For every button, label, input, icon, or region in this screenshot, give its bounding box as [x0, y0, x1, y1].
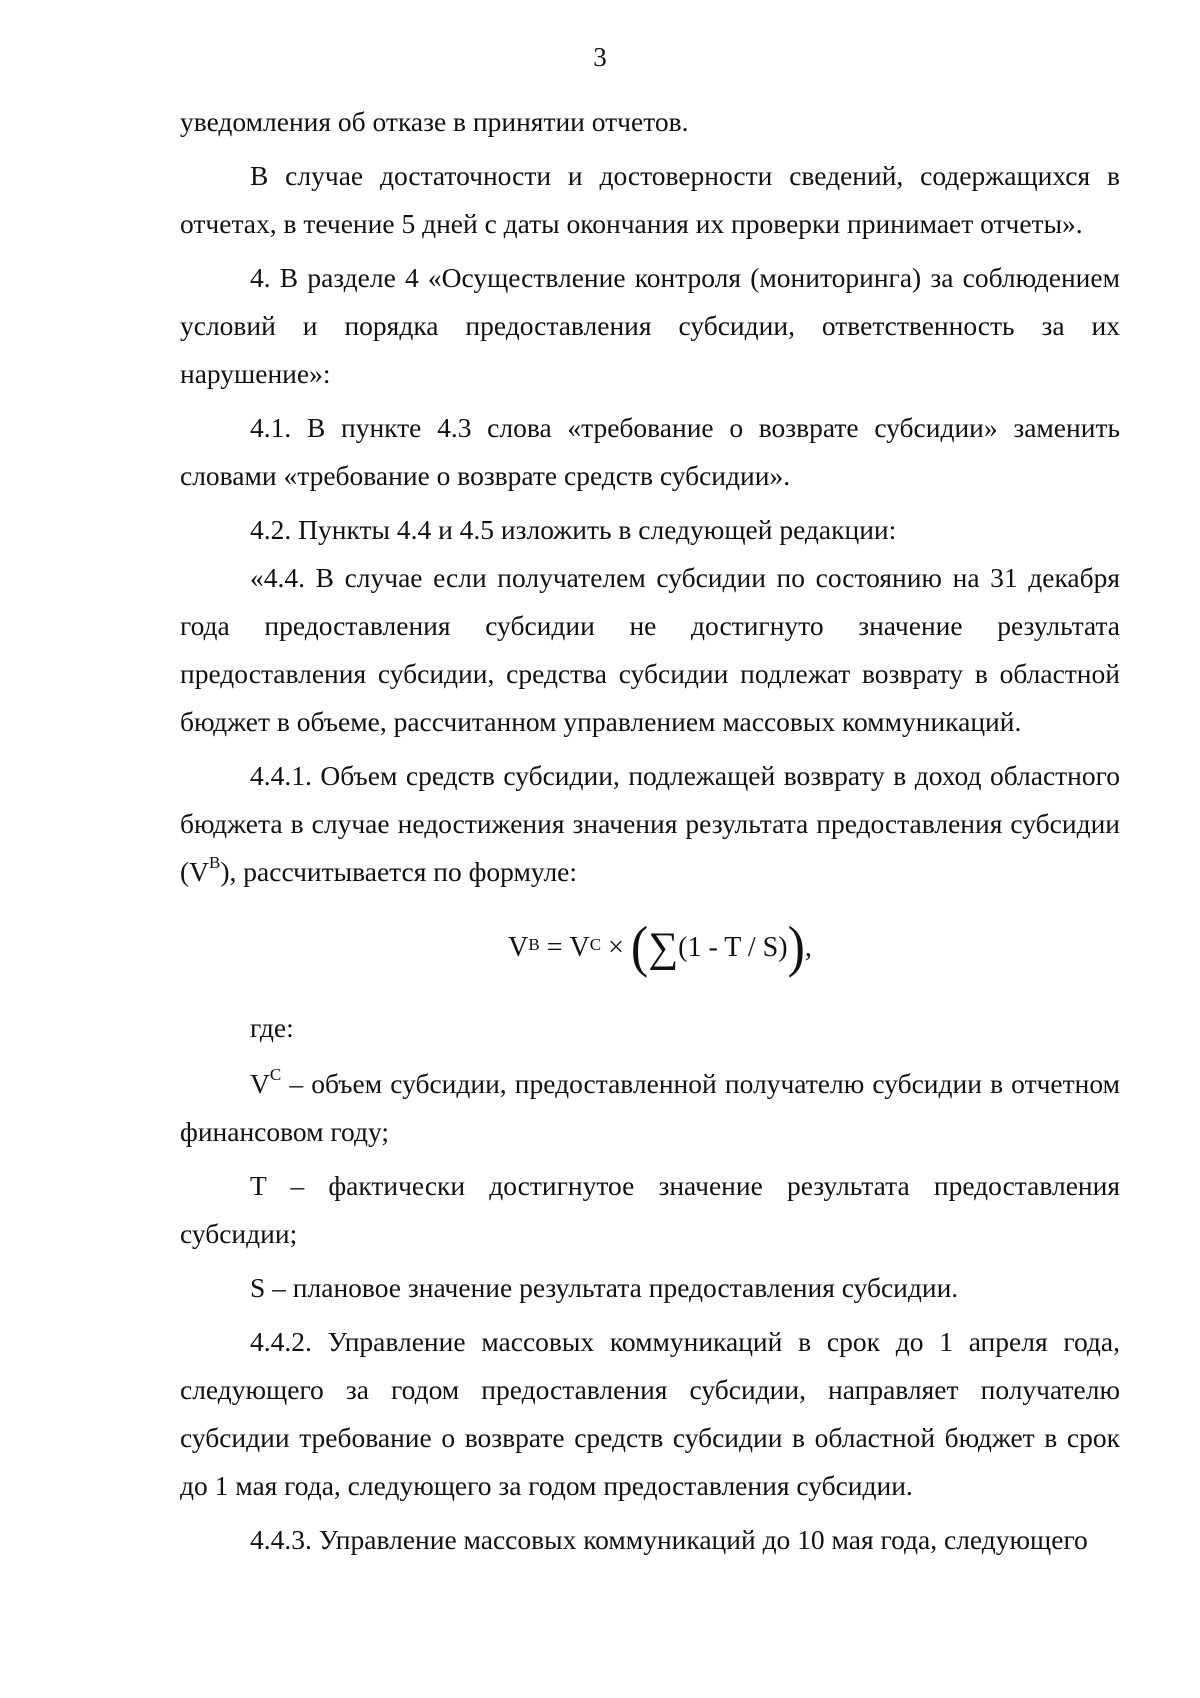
definition-s: S – плановое значение результата предоставления субсидии.: [250, 1272, 959, 1303]
paragraph-4-4-1: [180, 752, 1120, 896]
paragraph-4-4: «4.4. В случае если получателем субсидии по состоянию на 31 декабря года предоставления субсидии не достигнуто значение результата предоставления субсидии, средства субсидии подлежат возврату в областной бюджет в объеме, рассчитанном управлением массовых коммуникаций.: [180, 562, 1120, 737]
formula: [180, 896, 1120, 1000]
formula-sigma: ∑: [648, 925, 679, 971]
vc-text: – объем субсидии, предоставленной получателю субсидии в отчетном финансовом году;: [180, 1068, 1120, 1147]
page-number: 3: [593, 42, 607, 72]
document-body: [180, 98, 1120, 1564]
formula-comma: ,: [804, 932, 812, 963]
paragraph-4-1: 4.1. В пункте 4.3 слова «требование о возврате субсидии» заменить словами «требование о возврате средств субсидии».: [180, 412, 1120, 491]
formula-times: ×: [608, 932, 624, 963]
p7-superscript: B: [209, 852, 221, 872]
definition-vc: [180, 1060, 1120, 1156]
paragraph-reports-accepted: В случае достаточности и достоверности сведений, содержащихся в отчетах, в течение 5 дней с даты окончания их проверки принимает отчеты».: [180, 160, 1120, 239]
paragraph-section-4: 4. В разделе 4 «Осуществление контроля (мониторинга) за соблюдением условий и порядка предоставления субсидии, ответственность за их нарушение»:: [180, 262, 1120, 389]
p7-text-before: 4.4.1. Объем средств субсидии, подлежащей возврату в доход областного бюджета в случае недостижения значения результата предоставления субсидии (V: [180, 760, 1120, 887]
paragraph-4-2: 4.2. Пункты 4.4 и 4.5 изложить в следующей редакции:: [250, 514, 897, 545]
paragraph-4-4-2: 4.4.2. Управление массовых коммуникаций в срок до 1 апреля года, следующего за годом предоставления субсидии, направляет получателю субсидии требование о возврате средств субсидии в областной бюджет в срок до 1 мая года, следующего за годом предоставления субсидии.: [180, 1326, 1120, 1501]
formula-close-paren: ): [787, 916, 805, 979]
definition-t: T – фактически достигнутое значение результата предоставления субсидии;: [180, 1170, 1120, 1249]
formula-inner: (1 - T / S): [678, 932, 788, 963]
formula-v: V: [569, 932, 590, 963]
vc-sup: C: [269, 1064, 282, 1084]
formula-open-paren: (: [630, 916, 649, 979]
where-label: где:: [250, 1012, 294, 1043]
formula-equals: =: [546, 932, 563, 963]
paragraph-notice-refusal: уведомления об отказе в принятии отчетов.: [180, 106, 689, 137]
formula-lhs: V: [508, 932, 529, 963]
p7-text-after: ), рассчитывается по формуле:: [220, 856, 578, 887]
paragraph-4-4-3: 4.4.3. Управление массовых коммуникаций до 10 мая года, следующего: [250, 1524, 1088, 1555]
vc-symbol: V: [250, 1068, 270, 1099]
formula-expression: V $^B$ = V $^C$ × ( ∑ (1 - T / S) ) ,: [508, 916, 812, 979]
